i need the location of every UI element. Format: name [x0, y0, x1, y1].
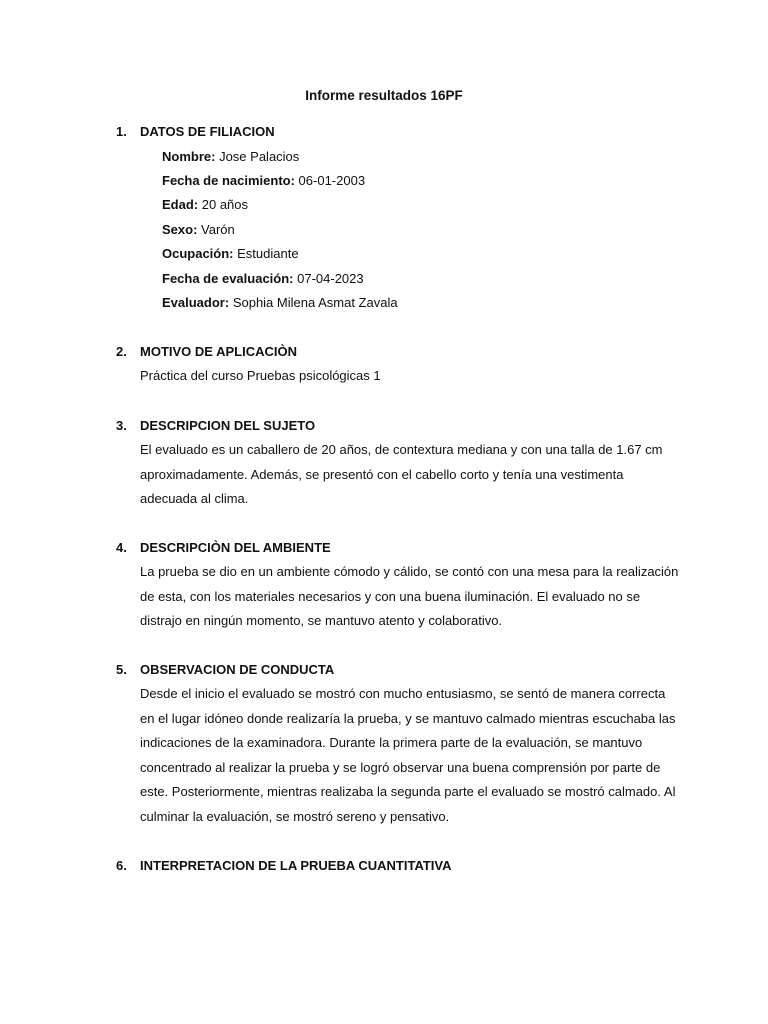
- field-evaluador: [162, 295, 398, 310]
- section-number: 3.: [116, 418, 127, 433]
- field-fecha-nacimiento: [162, 173, 365, 188]
- section-number: 1.: [116, 124, 127, 139]
- section-heading-motivo-aplicacion: [116, 344, 297, 359]
- paragraph-line: El evaluado es un caballero de 20 años, de contextura mediana y con una talla de 1.67 cm: [140, 442, 663, 457]
- field-label: Nombre:: [162, 149, 216, 164]
- section-number: 4.: [116, 540, 127, 555]
- section-heading-datos-filiacion: [116, 124, 275, 139]
- section-number: 2.: [116, 344, 127, 359]
- paragraph-line: Desde el inicio el evaluado se mostró con mucho entusiasmo, se sentó de manera correcta: [140, 686, 666, 701]
- paragraph-line: Práctica del curso Pruebas psicológicas 1: [140, 368, 381, 383]
- section-body-observacion-conducta: [140, 682, 680, 829]
- section-heading-interpretacion-cuantitativa: [116, 858, 452, 873]
- paragraph-line: en el lugar idóneo donde realizaría la prueba, y se mantuvo calmado mientras escuchaba las: [140, 710, 676, 726]
- field-value: 06-01-2003: [298, 173, 366, 188]
- field-value: Sophia Milena Asmat Zavala: [232, 295, 398, 310]
- section-title: DESCRIPCIÒN DEL AMBIENTE: [140, 540, 331, 555]
- paragraph-line: indicaciones de la examinadora. Durante la primera parte de la evaluación, se mantuvo: [140, 735, 643, 750]
- section-title: INTERPRETACION DE LA PRUEBA CUANTITATIVA: [140, 858, 452, 873]
- field-value: Estudiante: [237, 246, 299, 261]
- paragraph-line: culminar la evaluación, se mostró sereno y pensativo.: [140, 808, 450, 824]
- section-body-motivo-aplicacion: [140, 364, 680, 389]
- section-heading-descripcion-ambiente: [116, 540, 331, 555]
- section-title: DESCRIPCION DEL SUJETO: [140, 418, 316, 433]
- field-fecha-evaluacion: [162, 271, 364, 286]
- field-ocupacion: [162, 246, 299, 261]
- paragraph-line: adecuada al clima.: [140, 491, 249, 506]
- paragraph-line: este. Posteriormente, mientras realizaba la segunda parte el evaluado se mostró calmado. Al: [140, 784, 676, 799]
- field-value: Jose Palacios: [219, 149, 300, 164]
- field-label: Fecha de evaluación:: [162, 271, 294, 286]
- paragraph-line: concentrado al realizar la prueba y se logró observar una buena comprensión por parte de: [140, 759, 661, 775]
- section-number: 5.: [116, 662, 127, 677]
- field-value: 07-04-2023: [297, 271, 364, 286]
- paragraph-line: de esta, con los materiales necesarios y con una buena iluminación. El evaluado no se: [140, 588, 641, 604]
- section-number: 6.: [116, 858, 127, 873]
- field-label: Evaluador:: [162, 295, 230, 310]
- field-label: Edad:: [162, 197, 199, 212]
- field-value: Varón: [201, 222, 235, 237]
- section-title: DATOS DE FILIACION: [140, 124, 275, 139]
- field-sexo: [162, 222, 235, 237]
- section-body-descripcion-ambiente: [140, 560, 680, 634]
- field-edad: [162, 197, 248, 212]
- section-title: OBSERVACION DE CONDUCTA: [140, 662, 335, 677]
- section-body-descripcion-sujeto: [140, 438, 680, 512]
- field-label: Ocupación:: [162, 246, 234, 261]
- paragraph-line: distrajo en ningún momento, se mantuvo atento y colaborativo.: [140, 613, 503, 628]
- field-nombre: [162, 149, 299, 164]
- field-value: 20 años: [201, 197, 249, 212]
- field-label: Sexo:: [162, 222, 198, 237]
- section-title: MOTIVO DE APLICACIÒN: [140, 344, 297, 359]
- paragraph-line: aproximadamente. Además, se presentó con el cabello corto y tenía una vestimenta: [140, 466, 624, 482]
- field-label: Fecha de nacimiento:: [162, 173, 295, 188]
- document-title: Informe resultados 16PF: [305, 88, 463, 103]
- paragraph-line: La prueba se dio en un ambiente cómodo y cálido, se contó con una mesa para la realización: [140, 564, 679, 579]
- section-heading-observacion-conducta: [116, 662, 334, 677]
- section-heading-descripcion-sujeto: [116, 418, 315, 433]
